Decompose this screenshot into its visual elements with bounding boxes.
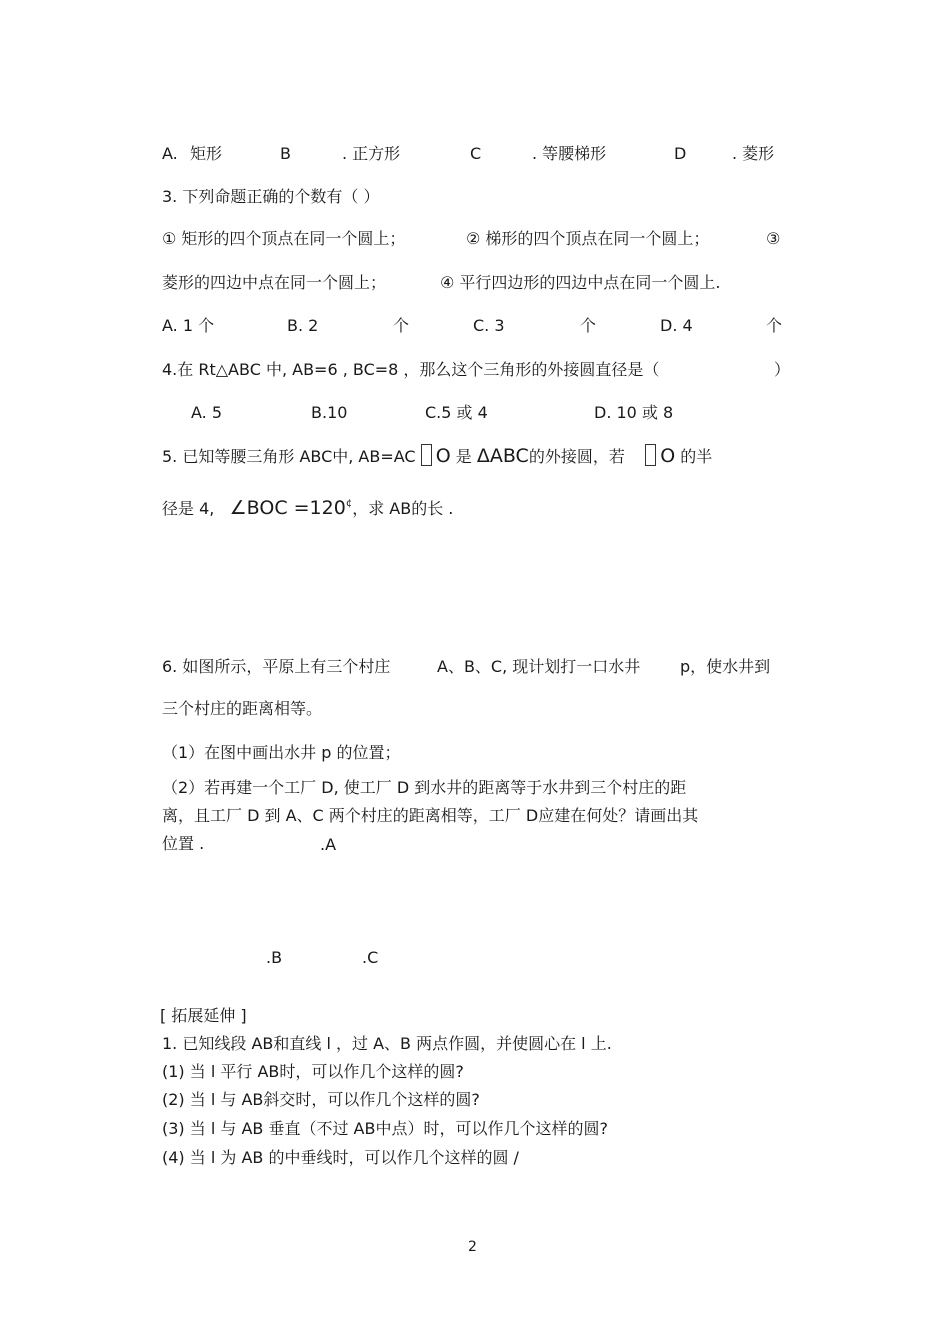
- extension-sub-2: (2) 当 l 与 AB斜交时，可以作几个这样的圆?: [162, 1090, 480, 1109]
- triangle-abc-symbol: ΔABC: [476, 445, 529, 467]
- q6-line-1b: A、B、C, 现计划打一口水井: [437, 657, 641, 676]
- extension-title: [ 拓展延伸 ]: [160, 1006, 247, 1025]
- q6-line-1c: p，使水井到: [680, 657, 771, 676]
- circle-symbol-box: [421, 444, 432, 466]
- q5-text-2: 的外接圆，若: [528, 447, 625, 466]
- circle-o-symbol-2: O: [660, 445, 676, 467]
- extension-q1: 1. 已知线段 AB和直线 l ，过 A、B 两点作圆，并使圆心在 l 上.: [162, 1034, 612, 1053]
- q3-option-d: D. 4: [660, 316, 693, 335]
- q3-item-1: ① 矩形的四个顶点在同一个圆上；: [162, 229, 406, 248]
- q2-option-d-text: . 菱形: [732, 144, 775, 163]
- q3-option-c: C. 3: [473, 316, 505, 335]
- q5-text-3: 的半: [680, 447, 713, 466]
- q2-option-a-text: 矩形: [190, 144, 223, 163]
- q4-close-paren: ）: [774, 360, 791, 379]
- q5-text-is: 是: [455, 447, 472, 466]
- q6-sub-2-end: 位置 .: [162, 834, 205, 853]
- q6-line-2: 三个村庄的距离相等。: [162, 699, 323, 718]
- q4-option-c: C.5 或 4: [425, 403, 488, 422]
- q2-option-c-label: C: [470, 144, 482, 163]
- q3-option-d-unit: 个: [766, 316, 783, 335]
- angle-boc-expression: ∠BOC =120: [229, 497, 346, 519]
- q3-stem: 3. 下列命题正确的个数有（ ）: [162, 187, 380, 206]
- q4-option-a: A. 5: [191, 403, 223, 422]
- q4-option-b: B.10: [311, 403, 348, 422]
- q5-text-5: ，求 AB的长 .: [352, 499, 454, 518]
- q5-text-4: 径是 4,: [162, 499, 215, 518]
- q2-option-b-text: . 正方形: [342, 144, 401, 163]
- q2-option-a-label: A.: [162, 144, 178, 163]
- q2-option-c-text: . 等腰梯形: [532, 144, 607, 163]
- q3-item-3-text: 菱形的四边中点在同一个圆上；: [162, 273, 387, 292]
- q3-option-b: B. 2: [287, 316, 319, 335]
- extension-sub-3: (3) 当 l 与 AB 垂直（不过 AB中点）时，可以作几个这样的圆?: [162, 1119, 608, 1138]
- village-point-c: .C: [362, 948, 379, 967]
- q5-line-1: [162, 444, 712, 467]
- extension-sub-4: (4) 当 l 为 AB 的中垂线时，可以作几个这样的圆 /: [162, 1148, 519, 1167]
- extension-sub-1: (1) 当 l 平行 AB时，可以作几个这样的圆?: [162, 1062, 464, 1081]
- circle-o-symbol: O: [435, 445, 451, 467]
- q3-item-2: ② 梯形的四个顶点在同一个圆上；: [466, 229, 710, 248]
- q6-sub-2: （2）若再建一个工厂 D, 使工厂 D 到水井的距离等于水井到三个村庄的距: [162, 778, 687, 797]
- q3-option-a: A. 1 个: [162, 316, 215, 335]
- q4-stem: 4.在 Rt△ABC 中, AB=6 , BC=8 ，那么这个三角形的外接圆直径是（: [162, 360, 660, 379]
- q6-sub-1: （1）在图中画出水井 p 的位置；: [162, 743, 401, 762]
- q4-option-d: D. 10 或 8: [594, 403, 674, 422]
- q2-option-b-label: B: [280, 144, 291, 163]
- q6-line-1a: 6. 如图所示，平原上有三个村庄: [162, 657, 391, 676]
- q6-sub-2-cont: 离，且工厂 D 到 A、C 两个村庄的距离相等，工厂 D应建在何处？请画出其: [162, 806, 699, 825]
- q3-item-3-mark: ③: [766, 229, 781, 248]
- degree-mark: ¢: [345, 498, 353, 509]
- village-point-b: .B: [266, 948, 283, 967]
- q5-line-2: [162, 494, 453, 519]
- q3-option-c-unit: 个: [580, 316, 597, 335]
- q3-item-4: ④ 平行四边形的四边中点在同一个圆上.: [440, 273, 721, 292]
- q2-option-d-label: D: [674, 144, 687, 163]
- q5-text-1: 5. 已知等腰三角形 ABC中, AB=AC: [162, 447, 416, 466]
- page-number: 2: [468, 1239, 477, 1255]
- circle-symbol-box-2: [645, 444, 656, 466]
- village-point-a: .A: [320, 835, 337, 854]
- q3-option-b-unit: 个: [393, 316, 410, 335]
